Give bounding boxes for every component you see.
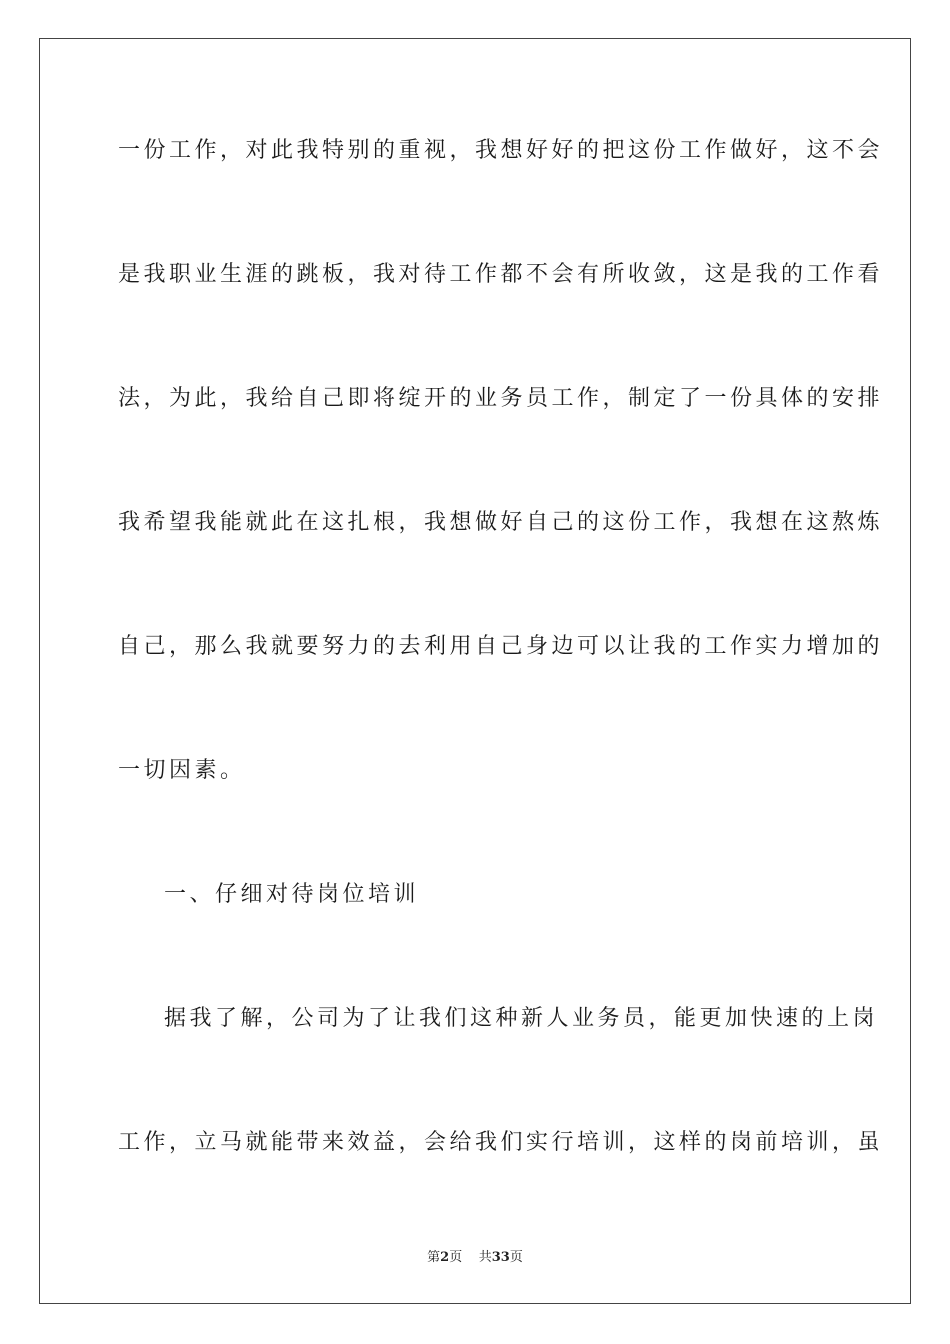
footer-page-post: 页 [449,1250,463,1265]
footer-page-num: 2 [440,1250,450,1265]
footer-total-post: 页 [509,1250,523,1265]
page-border [39,38,911,1304]
footer-total-pre: 共 [478,1250,492,1265]
footer-page-pre: 第 [427,1250,441,1265]
body-line-5: 自己，那么我就要努力的去利用自己身边可以让我的工作实力增加的 [118,634,884,659]
body-line-1: 一份工作，对此我特别的重视，我想好好的把这份工作做好，这不会 [118,138,884,163]
body-line-6: 一切因素。 [118,758,246,783]
body-line-4: 我希望我能就此在这扎根，我想做好自己的这份工作，我想在这熬炼 [118,510,884,535]
body-line-8: 工作，立马就能带来效益，会给我们实行培训，这样的岗前培训，虽 [118,1130,884,1155]
section-heading: 一、仔细对待岗位培训 [164,882,420,907]
body-line-2: 是我职业生涯的跳板，我对待工作都不会有所收敛，这是我的工作看 [118,262,884,287]
body-line-7: 据我了解，公司为了让我们这种新人业务员，能更加快速的上岗 [164,1006,879,1031]
body-line-3: 法，为此，我给自己即将绽开的业务员工作，制定了一份具体的安排 [118,386,884,411]
page-footer [0,1246,950,1265]
footer-total-num: 33 [491,1250,510,1265]
